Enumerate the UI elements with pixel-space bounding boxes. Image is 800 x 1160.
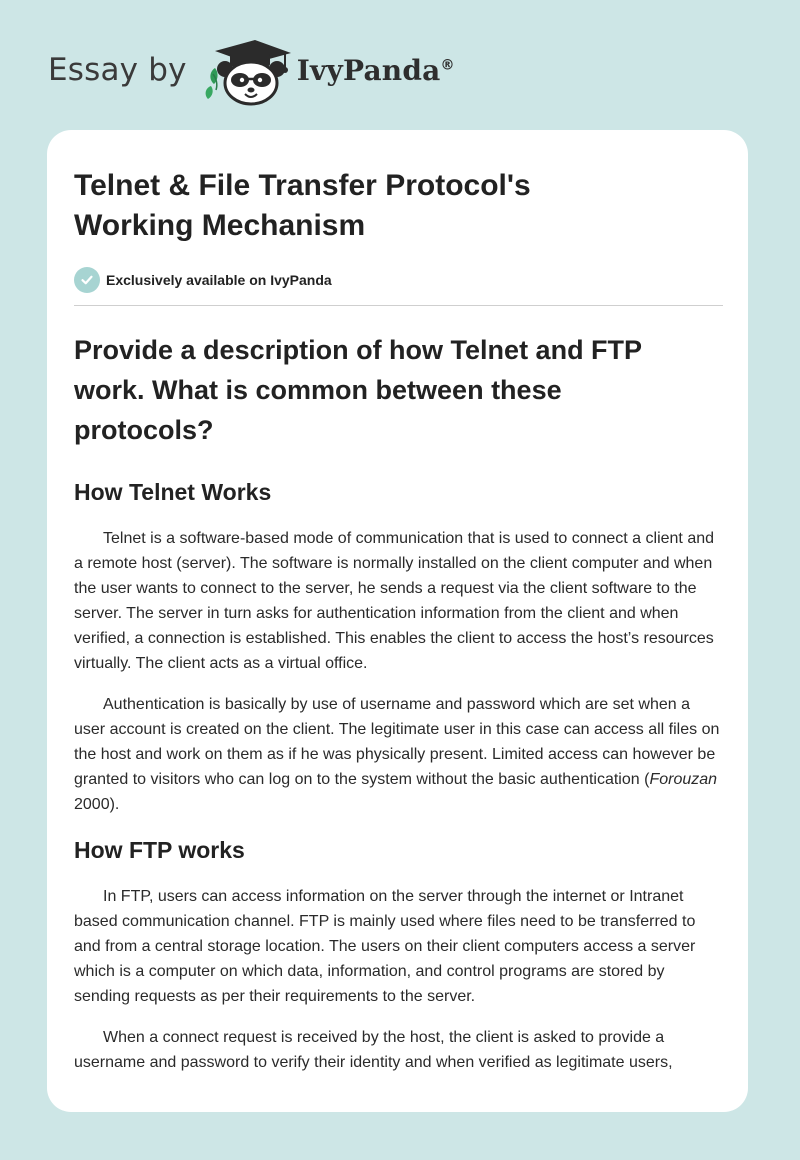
title-line-2: Working Mechanism <box>74 209 366 242</box>
paragraph-ftp-2: When a connect request is received by the host, the client is asked to provide a username and password to verify their identity and when verified as legitimate users, <box>74 1029 673 1071</box>
badge-text: Exclusively available on IvyPanda <box>106 272 332 288</box>
question-line-3: protocols? <box>74 415 214 445</box>
paragraph-telnet-1: Telnet is a software-based mode of communication that is used to connect a client and a remote host (server). The software is normally installed on the client computer and when the user wants to connect to the server, he sends a request via the client software to the server. The server in turn asks for authentication information from the client and when verified, a connection is established. This enables the client to access the host’s resources virtually. The client acts as a virtual office. <box>74 530 715 672</box>
section-heading-telnet: How Telnet Works <box>74 479 272 505</box>
paragraph-telnet-2: Authentication is basically by use of username and password which are set when a user account is created on the client. The legitimate user in this case can access all files on the host and work on them as if he was physically present. Limited access can however be granted to visitors who can log on to the system without the basic authentication (Forouzan 2000). <box>74 696 720 813</box>
essay-title <box>74 166 723 246</box>
citation-author: Forouzan <box>649 771 718 788</box>
divider <box>74 305 723 306</box>
title-line-1: Telnet & File Transfer Protocol's <box>74 169 531 202</box>
essay-card <box>47 130 748 1112</box>
question-line-2: work. What is common between these <box>74 375 562 405</box>
brand-prefix: Essay by <box>48 52 187 88</box>
brand-header <box>48 34 455 106</box>
registered-mark: ® <box>440 57 455 74</box>
panda-graduation-cap-icon <box>201 34 293 106</box>
check-circle-icon <box>74 267 100 293</box>
section-heading-ftp: How FTP works <box>74 837 245 863</box>
essay-question <box>74 330 723 450</box>
paragraph-ftp-1: In FTP, users can access information on the server through the internet or Intranet based communication channel. FTP is mainly used where files need to be transferred to and from a central storage location. The users on their client computers access a server which is a computer on which data, information, and control programs are stored by sending requests as per their requirements to the server. <box>74 888 696 1005</box>
question-line-1: Provide a description of how Telnet and FTP <box>74 335 643 365</box>
essay-content <box>74 130 723 1075</box>
exclusive-badge <box>74 267 723 293</box>
brand-name: IvyPanda® <box>296 53 455 87</box>
